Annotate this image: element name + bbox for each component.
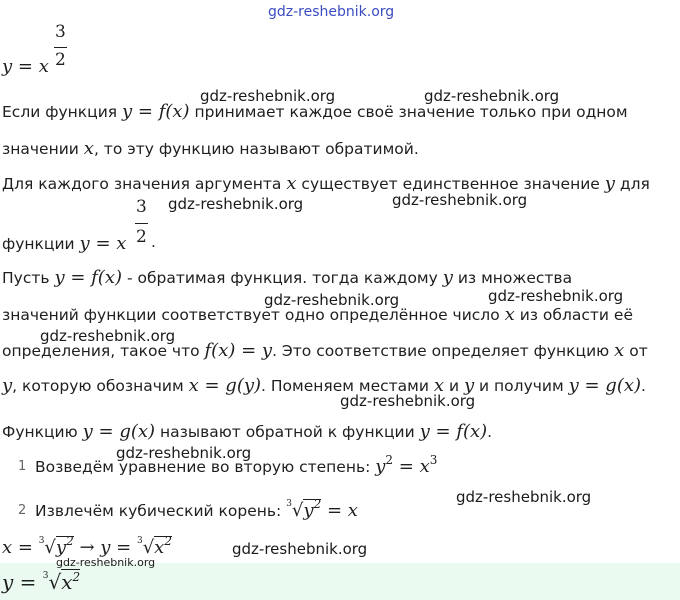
text: принимает каждое своё значение только при одном: [189, 103, 628, 121]
watermark: gdz-reshebnik.org: [456, 488, 592, 506]
radicand: [61, 569, 80, 594]
watermark: gdz-reshebnik.org: [264, 291, 400, 309]
math-inline: y: [375, 456, 386, 477]
watermark: gdz-reshebnik.org: [40, 327, 176, 345]
text: из области её: [514, 306, 634, 324]
text: значении: [2, 140, 84, 158]
math-inline: x: [286, 173, 297, 194]
text: существует единственное значение: [296, 175, 605, 193]
paragraph-2-line-2: [2, 233, 126, 254]
frac-bar: [135, 223, 148, 224]
watermark: gdz-reshebnik.org: [340, 392, 476, 410]
text: Для каждого значения аргумента: [2, 175, 287, 193]
watermark: gdz-reshebnik.org: [200, 87, 336, 105]
derivation: [2, 534, 172, 558]
radical-sign: √: [44, 537, 56, 558]
period: .: [151, 233, 156, 251]
math-inline: y = g(x): [568, 375, 642, 396]
given-frac-den: 2: [55, 50, 66, 70]
watermark: gdz-reshebnik.org: [488, 287, 624, 305]
radicand-base: x: [61, 570, 73, 594]
text: Извлечём кубический корень:: [35, 502, 287, 520]
watermark: gdz-reshebnik.org: [232, 540, 368, 558]
math-inline: x: [433, 375, 445, 396]
radicand: [303, 499, 321, 521]
math-inline: x: [83, 138, 94, 159]
frac-den: 2: [136, 227, 147, 247]
exponent: 2: [385, 453, 394, 467]
math-inline: x: [504, 304, 515, 325]
root-index: 3: [286, 499, 292, 509]
math-inline: → y =: [73, 537, 137, 558]
paragraph-1-line-2: [2, 138, 419, 159]
radicand-base: x: [154, 537, 165, 558]
text: называют обратной к функции: [155, 423, 420, 441]
math-inline: f(x) = y: [204, 340, 273, 361]
watermark-top: gdz-reshebnik.org: [268, 4, 395, 20]
answer: [2, 570, 80, 594]
paragraph-4: [2, 421, 492, 442]
math-inline: x: [614, 340, 625, 361]
text: , которую обозначим: [12, 377, 189, 395]
radical-sign: √: [291, 500, 304, 521]
radical-sign: √: [142, 537, 155, 558]
text: Если функция: [2, 103, 123, 121]
exponent: 2: [72, 570, 81, 584]
text: . Поменяем местами: [261, 377, 434, 395]
watermark: gdz-reshebnik.org: [56, 556, 156, 569]
math-inline: y =: [2, 570, 43, 594]
given-prefix: y = x: [2, 56, 49, 77]
text: из множества: [452, 269, 573, 287]
text: Возведём уравнение во вторую степень:: [35, 458, 376, 476]
math-inline: x =: [2, 537, 39, 558]
math-inline: y: [442, 267, 453, 288]
watermark: gdz-reshebnik.org: [424, 87, 560, 105]
text: и: [444, 377, 464, 395]
radical-sign: √: [48, 570, 62, 594]
text: для: [614, 175, 650, 193]
watermark: gdz-reshebnik.org: [168, 195, 304, 213]
exponent: 2: [164, 534, 172, 548]
math-inline: y = f(x): [122, 101, 190, 122]
math-inline: y = f(x): [54, 267, 123, 288]
step-2: [35, 497, 358, 521]
text: .: [641, 377, 646, 395]
given-equation: [2, 56, 49, 77]
text: значений функции соответствует одно определённое число: [2, 306, 505, 324]
root-index: 3: [38, 536, 45, 546]
radicand-base: y: [303, 500, 314, 521]
math-inline: = x: [321, 500, 358, 521]
text: и получим: [474, 377, 569, 395]
paragraph-3-line-1: [2, 267, 572, 288]
paragraph-3-line-3: [2, 340, 648, 361]
watermark: gdz-reshebnik.org: [116, 444, 252, 462]
given-frac-num: 3: [55, 22, 66, 42]
text: . Это соответствие определяет функцию: [272, 342, 615, 360]
text: , то эту функцию называют обратимой.: [93, 140, 419, 158]
math-inline: y: [604, 173, 615, 194]
radicand: [56, 536, 74, 558]
radicand-base: y: [55, 537, 67, 558]
text: - обратимая функция. тогда каждому: [122, 269, 443, 287]
math-inline: x = g(y): [188, 375, 262, 396]
exponent: 3: [429, 453, 438, 467]
text: Пусть: [2, 269, 55, 287]
root-index: 3: [42, 571, 49, 581]
math-inline: = x: [393, 456, 430, 477]
step-2-number: 2: [18, 503, 27, 518]
paragraph-3-line-4: [2, 375, 646, 396]
math-inline: y = x: [79, 233, 127, 254]
text: .: [487, 423, 493, 441]
paragraph-1-line-1: [2, 101, 628, 122]
step-1-number: 1: [18, 459, 27, 474]
exponent: 2: [66, 534, 74, 548]
text: от: [624, 342, 648, 360]
radicand: [154, 536, 172, 558]
exponent: 2: [313, 497, 322, 511]
paragraph-3-line-2: [2, 304, 633, 325]
given-frac-bar: [54, 47, 67, 48]
text: функции: [2, 235, 80, 253]
text: определения, такое что: [2, 342, 205, 360]
frac-num: 3: [136, 197, 147, 217]
text: Функцию: [2, 423, 83, 441]
paragraph-2-line-1: [2, 173, 650, 194]
math-inline: y: [463, 375, 475, 396]
root-index: 3: [136, 536, 143, 546]
math-inline: y = f(x): [419, 421, 488, 442]
math-inline: y: [2, 375, 13, 396]
math-inline: y = g(x): [82, 421, 156, 442]
watermark: gdz-reshebnik.org: [392, 191, 528, 209]
